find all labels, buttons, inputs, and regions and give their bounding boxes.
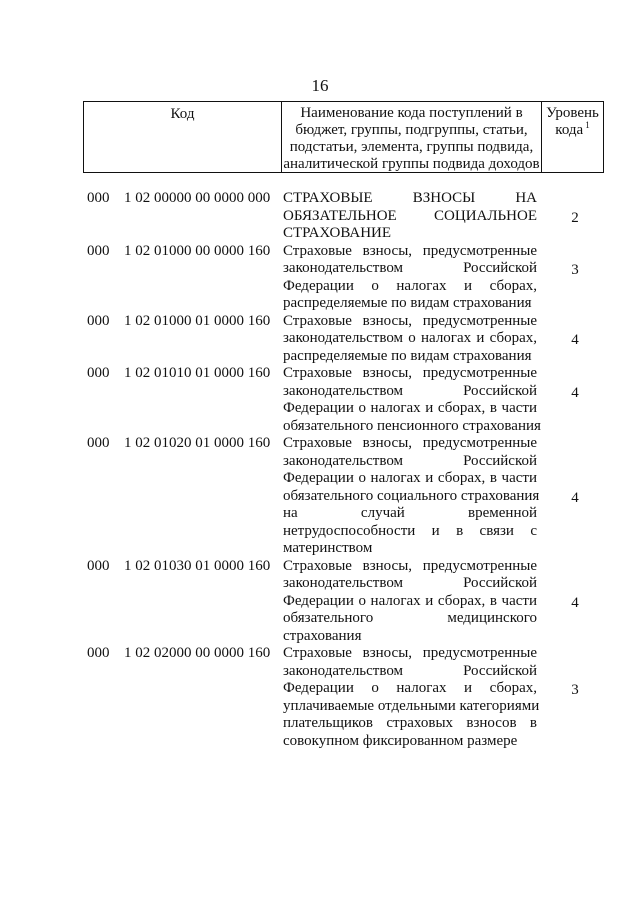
revenue-name-line: обязательного пенсионного страхования (283, 417, 541, 434)
revenue-name (283, 645, 540, 750)
revenue-name (283, 190, 537, 243)
header-name-line: бюджет, группы, подгруппы, статьи, (295, 122, 528, 138)
header-level-word: кода (555, 122, 584, 138)
revenue-name-line: материнством (283, 540, 373, 556)
header-level-line: Уровень (546, 105, 599, 121)
table-row (0, 190, 640, 243)
table-row (0, 313, 640, 366)
header-name-line: Наименование кода поступлений в (300, 105, 523, 121)
revenue-name-line: распределяемые по видам страхования (283, 347, 532, 364)
code-level: 2 (571, 209, 579, 226)
revenue-name-line: распределяемые по видам страхования (283, 295, 532, 311)
revenue-name-line: страхования (283, 627, 362, 644)
revenue-name-line: Федерации о налогах и сборах, (283, 277, 537, 294)
revenue-code: 1 02 01020 01 0000 160 (124, 435, 271, 451)
revenue-name-line: Страховые взносы, предусмотренные (283, 557, 537, 574)
code-level: 3 (571, 262, 579, 278)
revenue-name-line: Федерации о налогах и сборах, в части (283, 470, 537, 486)
revenue-name-line: Федерации о налогах и сборах, (283, 680, 537, 696)
code-level: 4 (571, 489, 579, 506)
footnote-marker: 1 (585, 120, 590, 130)
admin-code: 000 (87, 312, 110, 329)
table-row (0, 365, 640, 435)
admin-code: 000 (87, 190, 110, 206)
revenue-name-line: на случай временной (283, 505, 537, 521)
revenue-name (283, 243, 537, 313)
revenue-name (283, 313, 537, 366)
revenue-code: 1 02 01000 01 0000 160 (124, 312, 271, 329)
revenue-name-line: ОБЯЗАТЕЛЬНОЕ СОЦИАЛЬНОЕ (283, 207, 537, 224)
revenue-name-line: Страховые взносы, предусмотренные (283, 312, 537, 329)
code-level: 4 (571, 594, 579, 611)
revenue-name-line: законодательством Российской (283, 382, 537, 399)
page-number: 16 (311, 76, 329, 95)
table-header (83, 101, 604, 173)
revenue-code: 1 02 01000 00 0000 160 (124, 242, 271, 259)
revenue-name-line: Страховые взносы, предусмотренные (283, 242, 537, 259)
revenue-name (283, 558, 537, 646)
revenue-name-line: законодательством Российской (283, 452, 537, 469)
header-level (542, 102, 603, 172)
table-row (0, 645, 640, 750)
admin-code: 000 (87, 645, 110, 661)
revenue-name-line: совокупном фиксированном размере (283, 732, 518, 749)
revenue-name-line: нетрудоспособности и в связи с (283, 522, 537, 539)
code-level: 4 (571, 384, 579, 401)
revenue-name-line: Федерации о налогах и сборах, в части (283, 400, 537, 416)
revenue-name-line: СТРАХОВАНИЕ (283, 225, 392, 241)
revenue-name-line: законодательством Российской (283, 662, 537, 679)
revenue-name (283, 365, 541, 435)
header-name (282, 102, 542, 172)
revenue-code: 1 02 00000 00 0000 000 (124, 190, 271, 206)
revenue-name-line: Федерации о налогах и сборах, в части (283, 592, 537, 609)
revenue-name-line: Страховые взносы, предусмотренные (283, 435, 537, 451)
admin-code: 000 (87, 435, 110, 451)
revenue-name-line: уплачиваемые отдельными категориями (283, 697, 540, 714)
table-row (0, 435, 640, 558)
revenue-code: 1 02 01010 01 0000 160 (124, 365, 271, 381)
header-code: Код (84, 102, 282, 172)
header-name-line: подстатьи, элемента, группы подвида, (289, 139, 534, 155)
code-level: 3 (571, 682, 579, 698)
revenue-name-line: Страховые взносы, предусмотренные (283, 645, 537, 661)
revenue-code: 1 02 01030 01 0000 160 (124, 557, 271, 574)
admin-code: 000 (87, 242, 110, 259)
table-row (0, 243, 640, 313)
admin-code: 000 (87, 365, 110, 381)
table-row (0, 558, 640, 646)
revenue-name-line: Страховые взносы, предусмотренные (283, 365, 537, 381)
code-level: 4 (571, 332, 579, 348)
header-level-line (542, 122, 603, 139)
revenue-code: 1 02 02000 00 0000 160 (124, 645, 271, 661)
revenue-name-line: СТРАХОВЫЕ ВЗНОСЫ НА (283, 190, 537, 206)
revenue-name-line: обязательного медицинского (283, 610, 537, 626)
header-name-line: аналитической группы подвида доходов (283, 156, 540, 172)
revenue-name-line: законодательством Российской (283, 260, 537, 276)
admin-code: 000 (87, 557, 110, 574)
table-body (0, 190, 640, 750)
revenue-name-line: обязательного социального страхования (283, 487, 540, 504)
revenue-name-line: законодательством о налогах и сборах, (283, 330, 537, 346)
revenue-name-line: законодательством Российской (283, 575, 537, 591)
revenue-name-line: плательщиков страховых взносов в (283, 715, 537, 731)
revenue-name (283, 435, 540, 558)
